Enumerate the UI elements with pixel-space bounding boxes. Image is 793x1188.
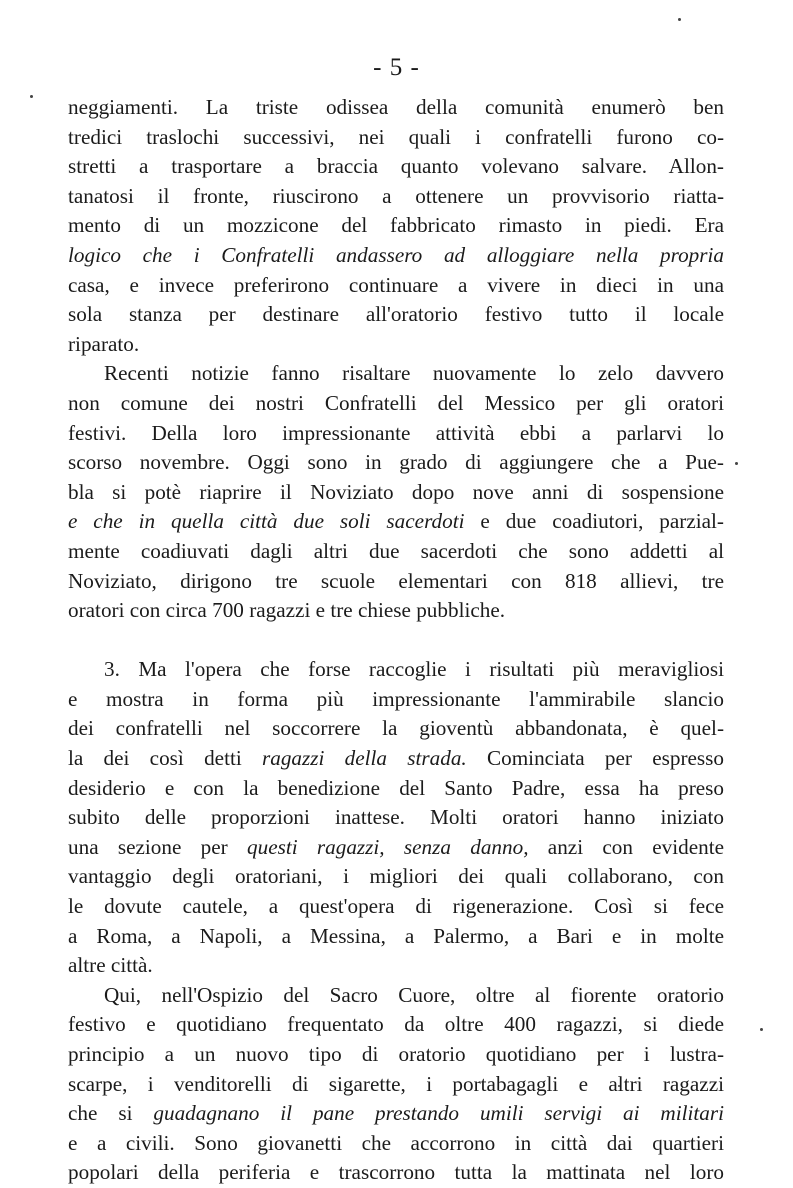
text-line — [68, 241, 724, 271]
text-line: mento di un mozzicone del fabbricato rimasto in piedi. Era — [68, 213, 724, 238]
text-line: principio a un nuovo tipo di oratorio quotidiano per i lustra- — [68, 1042, 724, 1066]
text-line: dei confratelli nel soccorrere la gioventù abbandonata, è quel- — [68, 716, 724, 741]
text-line: stretti a trasportare a braccia quanto volevano salvare. Allon- — [68, 154, 724, 179]
paragraph-gap — [68, 626, 724, 656]
text-line: tanatosi il fronte, riuscirono a ottenere un provvisorio riatta- — [68, 183, 724, 208]
text-line: le dovute cautele, a quest'opera di rigenerazione. Così si fece — [68, 894, 724, 919]
text-line: casa, e invece preferirono continuare a vivere in dieci in una — [68, 272, 724, 297]
text-line: riparato. — [68, 331, 140, 356]
text-line: subito delle proporzioni inattese. Molti oratori hanno iniziato — [68, 805, 724, 830]
text-line: che si guadagnano il pane prestando umili servigi ai militari — [68, 1101, 724, 1126]
body-text — [68, 93, 724, 1188]
text-line: vantaggio degli oratoriani, i migliori dei quali collaborano, con — [68, 864, 724, 889]
text-line: una sezione per questi ragazzi, senza danno, anzi con evidente — [68, 834, 724, 859]
text-line: 3. Ma l'opera che forse raccoglie i risultati più meravigliosi — [104, 657, 724, 682]
paragraph — [68, 359, 724, 625]
text-line: la dei così detti ragazzi della strada. Cominciata per espresso — [68, 746, 724, 771]
text-line: e mostra in forma più impressionante l'ammirabile slancio — [68, 686, 724, 711]
text-line: scarpe, i venditorelli di sigarette, i portabagagli e altri ragazzi — [68, 1071, 724, 1096]
text-line: mente coadiuvati dagli altri due sacerdoti che sono addetti al — [68, 538, 724, 563]
page-number: - 5 - — [373, 54, 420, 81]
scan-speck — [735, 462, 738, 465]
text-line: a Roma, a Napoli, a Messina, a Palermo, a Bari e in molte — [68, 923, 724, 948]
paragraph — [68, 93, 724, 359]
text-line: desiderio e con la benedizione del Santo Padre, essa ha preso — [68, 775, 724, 800]
text-line: Qui, nell'Ospizio del Sacro Cuore, oltre al fiorente oratorio — [104, 982, 724, 1007]
text-line: popolari della periferia e trascorrono tutta la mattinata nel loro — [68, 1160, 724, 1185]
paragraph — [68, 655, 724, 981]
italic-phrase: ragazzi della strada. — [261, 746, 467, 771]
text-line: festivi. Della loro impressionante attività ebbi a parlarvi lo — [68, 420, 724, 445]
scan-speck — [30, 95, 33, 98]
text-line: non comune dei nostri Confratelli del Messico per gli oratori — [68, 390, 724, 415]
italic-phrase: e che in quella città due soli sacerdoti — [68, 509, 465, 534]
text-line: altre città. — [68, 953, 153, 978]
text-line: oratori con circa 700 ragazzi e tre chiese pubbliche. — [68, 598, 506, 623]
italic-phrase: questi ragazzi, senza danno, — [247, 834, 529, 859]
text-line: Noviziato, dirigono tre scuole elementari con 818 allievi, tre — [68, 568, 724, 593]
italic-phrase: guadagnano il pane prestando umili servigi ai militari — [153, 1101, 724, 1126]
text-line: e a civili. Sono giovanetti che accorrono in città dai quartieri — [68, 1130, 724, 1155]
text-line: festivo e quotidiano frequentato da oltre 400 ragazzi, si diede — [68, 1012, 724, 1037]
text-line: neggiamenti. La triste odissea della comunità enumerò ben — [68, 95, 724, 119]
text-line: sola stanza per destinare all'oratorio festivo tutto il locale — [68, 302, 724, 327]
scan-speck — [678, 18, 681, 21]
italic-phrase: logico che i Confratelli andassero ad alloggiare nella propria — [68, 242, 724, 267]
text-line: tredici traslochi successivi, nei quali i confratelli furono co- — [68, 124, 724, 149]
text-line: scorso novembre. Oggi sono in grado di aggiungere che a Pue- — [68, 450, 724, 475]
paragraph — [68, 981, 724, 1188]
text-line: Recenti notizie fanno risaltare nuovamente lo zelo davvero — [104, 361, 724, 386]
scan-speck — [760, 1028, 763, 1031]
text-line: e che in quella città due soli sacerdoti e due coadiutori, parzial- — [68, 509, 724, 534]
text-line: bla si potè riaprire il Noviziato dopo nove anni di sospensione — [68, 479, 724, 504]
